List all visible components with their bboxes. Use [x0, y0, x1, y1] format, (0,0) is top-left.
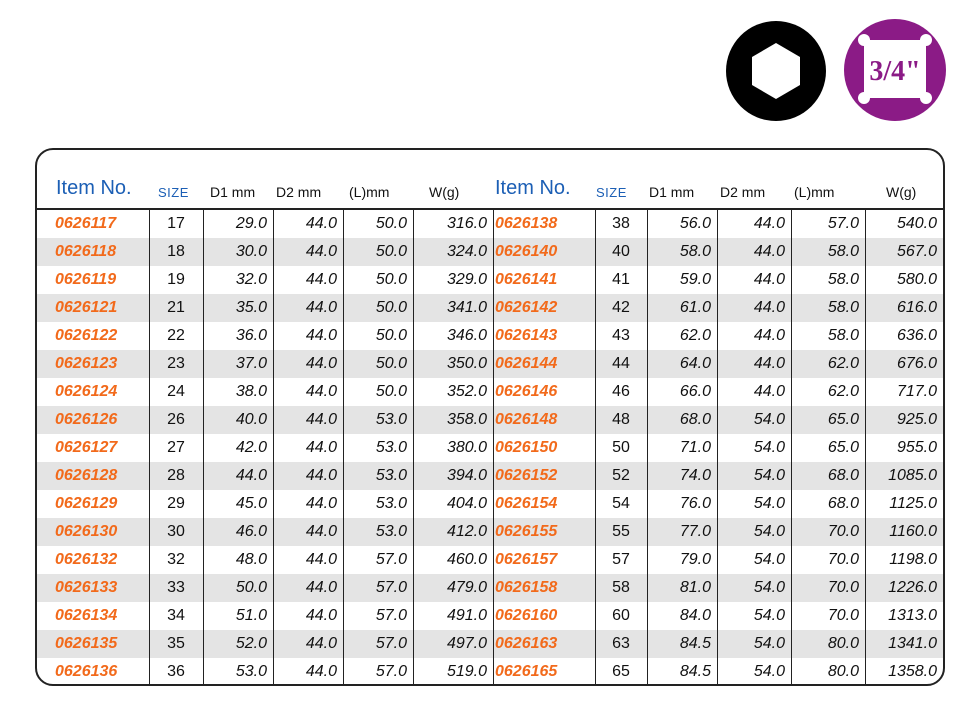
size-cell: 18	[167, 243, 185, 260]
item-number-cell: 0626126	[55, 411, 118, 428]
w-cell: 497.0	[446, 635, 487, 652]
item-number-cell: 0626128	[55, 467, 118, 484]
header-weight: W(g)	[429, 184, 460, 200]
header-length: (L)mm	[794, 184, 835, 200]
item-number-cell: 0626134	[55, 607, 118, 624]
d2-cell: 44.0	[305, 215, 337, 232]
column-divider	[203, 208, 204, 684]
item-number-cell: 0626155	[495, 523, 558, 540]
l-cell: 57.0	[375, 551, 407, 568]
d2-cell: 44.0	[305, 327, 337, 344]
d2-cell: 44.0	[753, 327, 785, 344]
w-cell: 955.0	[896, 439, 937, 456]
l-cell: 50.0	[375, 299, 407, 316]
size-cell: 26	[167, 411, 185, 428]
d1-cell: 35.0	[235, 299, 267, 316]
d2-cell: 44.0	[753, 215, 785, 232]
item-number-cell: 0626136	[55, 663, 118, 680]
item-number-cell: 0626129	[55, 495, 118, 512]
d2-cell: 54.0	[753, 495, 785, 512]
l-cell: 80.0	[827, 635, 859, 652]
w-cell: 479.0	[446, 579, 487, 596]
l-cell: 53.0	[375, 523, 407, 540]
table-row	[37, 602, 493, 630]
w-cell: 925.0	[896, 411, 937, 428]
w-cell: 1160.0	[889, 523, 937, 540]
d1-cell: 66.0	[679, 383, 711, 400]
l-cell: 58.0	[827, 243, 859, 260]
l-cell: 50.0	[375, 355, 407, 372]
d1-cell: 59.0	[679, 271, 711, 288]
item-number-cell: 0626163	[495, 635, 558, 652]
d2-cell: 44.0	[753, 243, 785, 260]
d2-cell: 44.0	[753, 271, 785, 288]
d2-cell: 54.0	[753, 635, 785, 652]
left-header-row	[37, 150, 492, 208]
l-cell: 70.0	[827, 607, 859, 624]
w-cell: 352.0	[446, 383, 487, 400]
d1-cell: 61.0	[679, 299, 711, 316]
header-item-no: Item No.	[495, 177, 571, 199]
table-row	[37, 406, 493, 434]
item-number-cell: 0626124	[55, 383, 118, 400]
d1-cell: 79.0	[679, 551, 711, 568]
item-number-cell: 0626130	[55, 523, 118, 540]
l-cell: 57.0	[375, 579, 407, 596]
table-row	[37, 462, 493, 490]
w-cell: 380.0	[446, 439, 487, 456]
table-row	[37, 322, 493, 350]
d2-cell: 54.0	[753, 439, 785, 456]
d1-cell: 52.0	[235, 635, 267, 652]
d2-cell: 44.0	[753, 355, 785, 372]
table-row	[37, 294, 493, 322]
table-row	[37, 630, 493, 658]
size-cell: 34	[167, 607, 185, 624]
item-number-cell: 0626140	[495, 243, 558, 260]
column-divider	[595, 208, 596, 684]
l-cell: 50.0	[375, 215, 407, 232]
size-cell: 52	[612, 467, 630, 484]
hex-socket-icon	[726, 21, 826, 121]
w-cell: 519.0	[446, 663, 487, 680]
d2-cell: 54.0	[753, 663, 785, 680]
size-cell: 35	[167, 635, 185, 652]
d1-cell: 29.0	[235, 215, 267, 232]
d1-cell: 50.0	[235, 579, 267, 596]
size-cell: 30	[167, 523, 185, 540]
table-row	[37, 574, 493, 602]
size-cell: 23	[167, 355, 185, 372]
d2-cell: 44.0	[305, 271, 337, 288]
item-number-cell: 0626132	[55, 551, 118, 568]
d2-cell: 54.0	[753, 411, 785, 428]
w-cell: 580.0	[896, 271, 937, 288]
w-cell: 412.0	[446, 523, 487, 540]
w-cell: 1341.0	[888, 635, 937, 652]
w-cell: 1198.0	[889, 551, 937, 568]
header-weight: W(g)	[886, 184, 917, 200]
size-cell: 44	[612, 355, 630, 372]
d2-cell: 44.0	[305, 411, 337, 428]
item-number-cell: 0626165	[495, 663, 558, 680]
size-cell: 29	[167, 495, 185, 512]
w-cell: 316.0	[446, 215, 487, 232]
size-cell: 50	[612, 439, 630, 456]
size-cell: 24	[167, 383, 185, 400]
l-cell: 53.0	[375, 495, 407, 512]
d1-cell: 84.5	[679, 663, 711, 680]
column-divider	[717, 208, 718, 684]
size-cell: 28	[167, 467, 185, 484]
d2-cell: 44.0	[305, 243, 337, 260]
l-cell: 58.0	[827, 271, 859, 288]
d1-cell: 81.0	[679, 579, 711, 596]
l-cell: 58.0	[827, 327, 859, 344]
d2-cell: 44.0	[305, 663, 337, 680]
l-cell: 62.0	[827, 355, 859, 372]
d2-cell: 44.0	[305, 523, 337, 540]
d1-cell: 84.0	[679, 607, 711, 624]
d1-cell: 74.0	[679, 467, 711, 484]
w-cell: 404.0	[446, 495, 487, 512]
l-cell: 50.0	[375, 243, 407, 260]
size-cell: 36	[167, 663, 185, 680]
item-number-cell: 0626133	[55, 579, 118, 596]
d2-cell: 44.0	[305, 579, 337, 596]
size-cell: 22	[167, 327, 185, 344]
w-cell: 1313.0	[888, 607, 937, 624]
d2-cell: 54.0	[753, 467, 785, 484]
d1-cell: 32.0	[235, 271, 267, 288]
l-cell: 53.0	[375, 439, 407, 456]
d1-cell: 84.5	[679, 635, 711, 652]
square-drive-icon	[844, 19, 946, 121]
d1-cell: 58.0	[679, 243, 711, 260]
d2-cell: 54.0	[753, 523, 785, 540]
w-cell: 1226.0	[888, 579, 937, 596]
table-row	[37, 210, 493, 238]
d1-cell: 42.0	[235, 439, 267, 456]
item-number-cell: 0626146	[495, 383, 558, 400]
w-cell: 324.0	[446, 243, 487, 260]
d1-cell: 53.0	[235, 663, 267, 680]
d1-cell: 45.0	[235, 495, 267, 512]
item-number-cell: 0626143	[495, 327, 558, 344]
d2-cell: 44.0	[305, 551, 337, 568]
table-row	[37, 434, 493, 462]
l-cell: 68.0	[827, 467, 859, 484]
l-cell: 50.0	[375, 327, 407, 344]
column-divider	[413, 208, 414, 684]
d1-cell: 76.0	[679, 495, 711, 512]
size-cell: 54	[612, 495, 630, 512]
size-cell: 27	[167, 439, 185, 456]
d1-cell: 56.0	[679, 215, 711, 232]
item-number-cell: 0626127	[55, 439, 118, 456]
header-size: SIZE	[158, 185, 189, 200]
table-row	[37, 350, 493, 378]
item-number-cell: 0626119	[55, 271, 117, 288]
column-divider	[149, 208, 150, 684]
item-number-cell: 0626117	[55, 215, 117, 232]
size-cell: 19	[167, 271, 185, 288]
header-d2: D2 mm	[720, 184, 766, 200]
d1-cell: 51.0	[235, 607, 267, 624]
column-divider	[493, 208, 494, 684]
item-number-cell: 0626122	[55, 327, 118, 344]
item-number-cell: 0626118	[55, 243, 117, 260]
column-divider	[791, 208, 792, 684]
table-row	[37, 546, 493, 574]
l-cell: 57.0	[375, 663, 407, 680]
size-cell: 41	[612, 271, 630, 288]
l-cell: 53.0	[375, 411, 407, 428]
l-cell: 70.0	[827, 523, 859, 540]
w-cell: 358.0	[446, 411, 487, 428]
size-cell: 17	[167, 215, 185, 232]
d2-cell: 44.0	[305, 635, 337, 652]
d2-cell: 44.0	[305, 439, 337, 456]
item-number-cell: 0626121	[55, 299, 118, 316]
w-cell: 1085.0	[888, 467, 937, 484]
l-cell: 68.0	[827, 495, 859, 512]
table-row	[37, 518, 493, 546]
l-cell: 58.0	[827, 299, 859, 316]
w-cell: 350.0	[446, 355, 487, 372]
header-d1: D1 mm	[649, 184, 695, 200]
d2-cell: 44.0	[305, 355, 337, 372]
d1-cell: 37.0	[235, 355, 267, 372]
item-number-cell: 0626157	[495, 551, 558, 568]
table-row	[37, 266, 493, 294]
item-number-cell: 0626135	[55, 635, 118, 652]
d2-cell: 44.0	[305, 299, 337, 316]
header-item-no: Item No.	[56, 177, 132, 199]
w-cell: 329.0	[446, 271, 487, 288]
size-cell: 65	[612, 663, 630, 680]
d1-cell: 36.0	[235, 327, 267, 344]
item-number-cell: 0626154	[495, 495, 558, 512]
size-cell: 42	[612, 299, 630, 316]
l-cell: 50.0	[375, 271, 407, 288]
d2-cell: 54.0	[753, 607, 785, 624]
size-cell: 33	[167, 579, 185, 596]
d2-cell: 44.0	[753, 383, 785, 400]
w-cell: 636.0	[896, 327, 937, 344]
d1-cell: 46.0	[235, 523, 267, 540]
size-cell: 60	[612, 607, 630, 624]
w-cell: 346.0	[446, 327, 487, 344]
w-cell: 540.0	[896, 215, 937, 232]
d1-cell: 44.0	[235, 467, 267, 484]
d2-cell: 54.0	[753, 551, 785, 568]
size-cell: 63	[612, 635, 630, 652]
right-header-row	[492, 150, 945, 208]
size-cell: 57	[612, 551, 630, 568]
item-number-cell: 0626138	[495, 215, 558, 232]
l-cell: 65.0	[827, 439, 859, 456]
l-cell: 65.0	[827, 411, 859, 428]
table-row	[37, 378, 493, 406]
size-cell: 32	[167, 551, 185, 568]
item-number-cell: 0626123	[55, 355, 118, 372]
size-cell: 58	[612, 579, 630, 596]
d2-cell: 44.0	[305, 607, 337, 624]
item-number-cell: 0626141	[495, 271, 558, 288]
size-cell: 46	[612, 383, 630, 400]
item-number-cell: 0626148	[495, 411, 558, 428]
w-cell: 394.0	[446, 467, 487, 484]
item-number-cell: 0626160	[495, 607, 558, 624]
l-cell: 80.0	[827, 663, 859, 680]
l-cell: 53.0	[375, 467, 407, 484]
l-cell: 57.0	[827, 215, 859, 232]
column-divider	[343, 208, 344, 684]
d1-cell: 48.0	[235, 551, 267, 568]
item-number-cell: 0626144	[495, 355, 558, 372]
d1-cell: 62.0	[679, 327, 711, 344]
w-cell: 567.0	[896, 243, 937, 260]
w-cell: 1125.0	[889, 495, 937, 512]
header-size: SIZE	[596, 185, 627, 200]
drive-size-label: 3/4"	[869, 56, 921, 87]
w-cell: 460.0	[446, 551, 487, 568]
socket-spec-table	[35, 148, 945, 686]
l-cell: 57.0	[375, 607, 407, 624]
d2-cell: 44.0	[753, 299, 785, 316]
l-cell: 62.0	[827, 383, 859, 400]
size-cell: 55	[612, 523, 630, 540]
w-cell: 616.0	[896, 299, 937, 316]
w-cell: 491.0	[446, 607, 487, 624]
table-row	[37, 238, 493, 266]
d2-cell: 54.0	[753, 579, 785, 596]
size-cell: 38	[612, 215, 630, 232]
l-cell: 57.0	[375, 635, 407, 652]
size-cell: 43	[612, 327, 630, 344]
l-cell: 50.0	[375, 383, 407, 400]
w-cell: 341.0	[446, 299, 487, 316]
d2-cell: 44.0	[305, 383, 337, 400]
d1-cell: 77.0	[679, 523, 711, 540]
w-cell: 717.0	[896, 383, 937, 400]
w-cell: 676.0	[896, 355, 937, 372]
item-number-cell: 0626142	[495, 299, 558, 316]
d1-cell: 40.0	[235, 411, 267, 428]
d1-cell: 71.0	[679, 439, 711, 456]
d2-cell: 44.0	[305, 495, 337, 512]
d1-cell: 64.0	[679, 355, 711, 372]
header-d1: D1 mm	[210, 184, 256, 200]
column-divider	[273, 208, 274, 684]
d1-cell: 38.0	[235, 383, 267, 400]
size-cell: 48	[612, 411, 630, 428]
column-divider	[647, 208, 648, 684]
item-number-cell: 0626152	[495, 467, 558, 484]
size-cell: 21	[167, 299, 185, 316]
l-cell: 70.0	[827, 551, 859, 568]
table-row	[37, 658, 493, 686]
size-cell: 40	[612, 243, 630, 260]
l-cell: 70.0	[827, 579, 859, 596]
d1-cell: 68.0	[679, 411, 711, 428]
w-cell: 1358.0	[888, 663, 937, 680]
table-row	[37, 490, 493, 518]
item-number-cell: 0626158	[495, 579, 558, 596]
header-d2: D2 mm	[276, 184, 322, 200]
column-divider	[865, 208, 866, 684]
d1-cell: 30.0	[235, 243, 267, 260]
d2-cell: 44.0	[305, 467, 337, 484]
header-length: (L)mm	[349, 184, 390, 200]
item-number-cell: 0626150	[495, 439, 558, 456]
